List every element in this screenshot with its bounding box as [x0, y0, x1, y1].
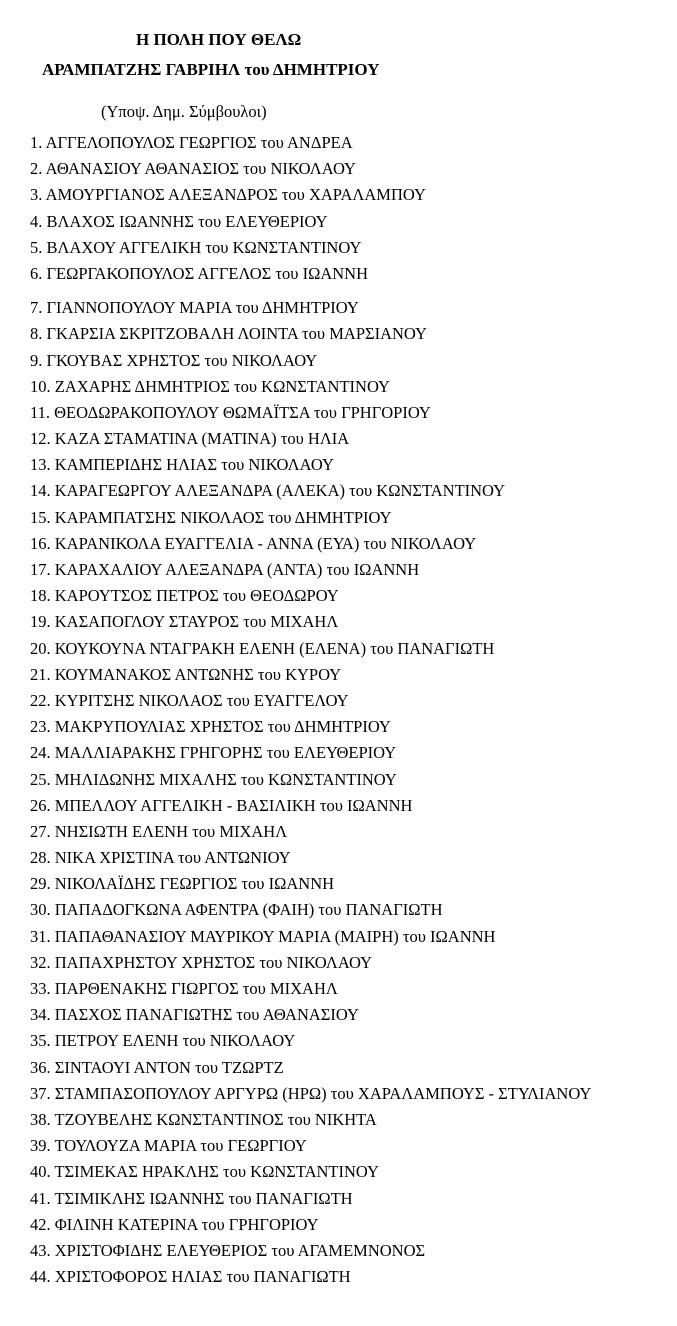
candidate-item: 1. ΑΓΓΕΛΟΠΟΥΛΟΣ ΓΕΩΡΓΙΟΣ του ΑΝΔΡΕΑ — [30, 133, 353, 152]
candidate-item: 43. ΧΡΙΣΤΟΦΙΔΗΣ ΕΛΕΥΘΕΡΙΟΣ του ΑΓΑΜΕΜΝΟΝΟΣ — [30, 1240, 426, 1260]
party-leader: ΑΡΑΜΠΑΤΖΗΣ ΓΑΒΡΙΗΛ του ΔΗΜΗΤΡΙΟΥ — [42, 60, 380, 79]
candidate-item: 35. ΠΕΤΡΟΥ ΕΛΕΝΗ του ΝΙΚΟΛΑΟΥ — [30, 1031, 296, 1051]
candidate-item: 41. ΤΣΙΜΙΚΛΗΣ ΙΩΑΝΝΗΣ του ΠΑΝΑΓΙΩΤΗ — [30, 1188, 353, 1208]
party-title: Η ΠΟΛΗ ΠΟΥ ΘΕΛΩ — [136, 30, 302, 49]
candidate-item: 14. ΚΑΡΑΓΕΩΡΓΟΥ ΑΛΕΞΑΝΔΡΑ (ΑΛΕΚΑ) του ΚΩΝΣΤΑΝΤΙΝΟΥ — [30, 481, 506, 501]
section-label: (Υποψ. Δημ. Σύμβουλοι) — [101, 102, 267, 121]
candidate-item: 44. ΧΡΙΣΤΟΦΟΡΟΣ ΗΛΙΑΣ του ΠΑΝΑΓΙΩΤΗ — [30, 1267, 351, 1287]
candidate-item: 22. ΚΥΡΙΤΣΗΣ ΝΙΚΟΛΑΟΣ του ΕΥΑΓΓΕΛΟΥ — [30, 690, 349, 710]
candidate-item: 2. ΑΘΑΝΑΣΙΟΥ ΑΘΑΝΑΣΙΟΣ του ΝΙΚΟΛΑΟΥ — [30, 159, 356, 179]
candidate-item: 25. ΜΗΛΙΔΩΝΗΣ ΜΙΧΑΛΗΣ του ΚΩΝΣΤΑΝΤΙΝΟΥ — [30, 769, 397, 789]
candidate-item: 23. ΜΑΚΡΥΠΟΥΛΙΑΣ ΧΡΗΣΤΟΣ του ΔΗΜΗΤΡΙΟΥ — [30, 717, 391, 737]
candidate-item: 9. ΓΚΟΥΒΑΣ ΧΡΗΣΤΟΣ του ΝΙΚΟΛΑΟΥ — [30, 350, 318, 370]
candidate-item: 15. ΚΑΡΑΜΠΑΤΣΗΣ ΝΙΚΟΛΑΟΣ του ΔΗΜΗΤΡΙΟΥ — [30, 507, 392, 527]
candidate-item: 17. ΚΑΡΑΧΑΛΙΟΥ ΑΛΕΞΑΝΔΡΑ (ΑΝΤΑ) του ΙΩΑΝΝΗ — [30, 560, 420, 579]
candidate-item: 30. ΠΑΠΑΔΟΓΚΩΝΑ ΑΦΕΝΤΡΑ (ΦΑΙΗ) του ΠΑΝΑΓΙΩΤΗ — [30, 900, 443, 920]
candidate-item: 18. ΚΑΡΟΥΤΣΟΣ ΠΕΤΡΟΣ του ΘΕΟΔΩΡΟΥ — [30, 586, 339, 606]
candidate-item: 7. ΓΙΑΝΝΟΠΟΥΛΟΥ ΜΑΡΙΑ του ΔΗΜΗΤΡΙΟΥ — [30, 298, 359, 318]
candidate-item: 10. ΖΑΧΑΡΗΣ ΔΗΜΗΤΡΙΟΣ του ΚΩΝΣΤΑΝΤΙΝΟΥ — [30, 376, 390, 396]
candidate-item: 8. ΓΚΑΡΣΙΑ ΣΚΡΙΤΖΟΒΑΛΗ ΛΟΙΝΤΑ του ΜΑΡΣΙΑΝΟΥ — [30, 324, 427, 344]
candidate-item: 6. ΓΕΩΡΓΑΚΟΠΟΥΛΟΣ ΑΓΓΕΛΟΣ του ΙΩΑΝΝΗ — [30, 263, 368, 283]
candidate-item: 26. ΜΠΕΛΛΟΥ ΑΓΓΕΛΙΚΗ - ΒΑΣΙΛΙΚΗ του ΙΩΑΝΝΗ — [30, 795, 413, 815]
candidate-item: 33. ΠΑΡΘΕΝΑΚΗΣ ΓΙΩΡΓΟΣ του ΜΙΧΑΗΛ — [30, 979, 338, 998]
candidate-item: 20. ΚΟΥΚΟΥΝΑ ΝΤΑΓΡΑΚΗ ΕΛΕΝΗ (ΕΛΕΝΑ) του ΠΑΝΑΓΙΩΤΗ — [30, 638, 495, 658]
candidate-item: 37. ΣΤΑΜΠΑΣΟΠΟΥΛΟΥ ΑΡΓΥΡΩ (ΗΡΩ) του ΧΑΡΑΛΑΜΠΟΥΣ - ΣΤΥΛΙΑΝΟΥ — [30, 1083, 592, 1103]
candidate-item: 38. ΤΖΟΥΒΕΛΗΣ ΚΩΝΣΤΑΝΤΙΝΟΣ του ΝΙΚΗΤΑ — [30, 1109, 377, 1129]
candidate-item: 42. ΦΙΛΙΝΗ ΚΑΤΕΡΙΝΑ του ΓΡΗΓΟΡΙΟΥ — [30, 1214, 319, 1234]
candidate-item: 13. ΚΑΜΠΕΡΙΔΗΣ ΗΛΙΑΣ του ΝΙΚΟΛΑΟΥ — [30, 455, 334, 475]
candidate-item: 36. ΣΙΝΤΑΟΥΙ ΑΝΤΟΝ του ΤΖΩΡΤΖ — [30, 1057, 284, 1077]
candidate-item: 34. ΠΑΣΧΟΣ ΠΑΝΑΓΙΩΤΗΣ του ΑΘΑΝΑΣΙΟΥ — [30, 1005, 359, 1025]
candidate-item: 19. ΚΑΣΑΠΟΓΛΟΥ ΣΤΑΥΡΟΣ του ΜΙΧΑΗΛ — [30, 612, 339, 632]
candidate-item: 12. ΚΑΖΑ ΣΤΑΜΑΤΙΝΑ (ΜΑΤΙΝΑ) του ΗΛΙΑ — [30, 429, 350, 449]
candidate-item: 27. ΝΗΣΙΩΤΗ ΕΛΕΝΗ του ΜΙΧΑΗΛ — [30, 821, 288, 841]
candidate-item: 3. ΑΜΟΥΡΓΙΑΝΟΣ ΑΛΕΞΑΝΔΡΟΣ του ΧΑΡΑΛΑΜΠΟΥ — [30, 185, 426, 205]
candidate-item: 29. ΝΙΚΟΛΑΪΔΗΣ ΓΕΩΡΓΙΟΣ του ΙΩΑΝΝΗ — [30, 874, 335, 894]
candidate-list — [30, 130, 670, 1290]
candidate-item: 11. ΘΕΟΔΩΡΑΚΟΠΟΥΛΟΥ ΘΩΜΑΪΤΣΑ του ΓΡΗΓΟΡΙΟΥ — [30, 402, 431, 422]
candidate-item: 39. ΤΟΥΛΟΥΖΑ ΜΑΡΙΑ του ΓΕΩΡΓΙΟΥ — [30, 1136, 307, 1156]
candidate-item: 32. ΠΑΠΑΧΡΗΣΤΟΥ ΧΡΗΣΤΟΣ του ΝΙΚΟΛΑΟΥ — [30, 952, 373, 972]
candidate-item: 4. ΒΛΑΧΟΣ ΙΩΑΝΝΗΣ του ΕΛΕΥΘΕΡΙΟΥ — [30, 211, 328, 231]
candidate-item: 16. ΚΑΡΑΝΙΚΟΛΑ ΕΥΑΓΓΕΛΙΑ - ΑΝΝΑ (ΕΥΑ) του ΝΙΚΟΛΑΟΥ — [30, 533, 477, 553]
candidate-item: 5. ΒΛΑΧΟΥ ΑΓΓΕΛΙΚΗ του ΚΩΝΣΤΑΝΤΙΝΟΥ — [30, 237, 362, 257]
candidate-item: 24. ΜΑΛΛΙΑΡΑΚΗΣ ΓΡΗΓΟΡΗΣ του ΕΛΕΥΘΕΡΙΟΥ — [30, 743, 397, 763]
candidate-item: 28. ΝΙΚΑ ΧΡΙΣΤΙΝΑ του ΑΝΤΩΝΙΟΥ — [30, 848, 291, 868]
candidate-item: 31. ΠΑΠΑΘΑΝΑΣΙΟΥ ΜΑΥΡΙΚΟΥ ΜΑΡΙΑ (ΜΑΙΡΗ) του ΙΩΑΝΝΗ — [30, 926, 496, 946]
candidate-item: 40. ΤΣΙΜΕΚΑΣ ΗΡΑΚΛΗΣ του ΚΩΝΣΤΑΝΤΙΝΟΥ — [30, 1162, 379, 1182]
candidate-item: 21. ΚΟΥΜΑΝΑΚΟΣ ΑΝΤΩΝΗΣ του ΚΥΡΟΥ — [30, 664, 342, 684]
